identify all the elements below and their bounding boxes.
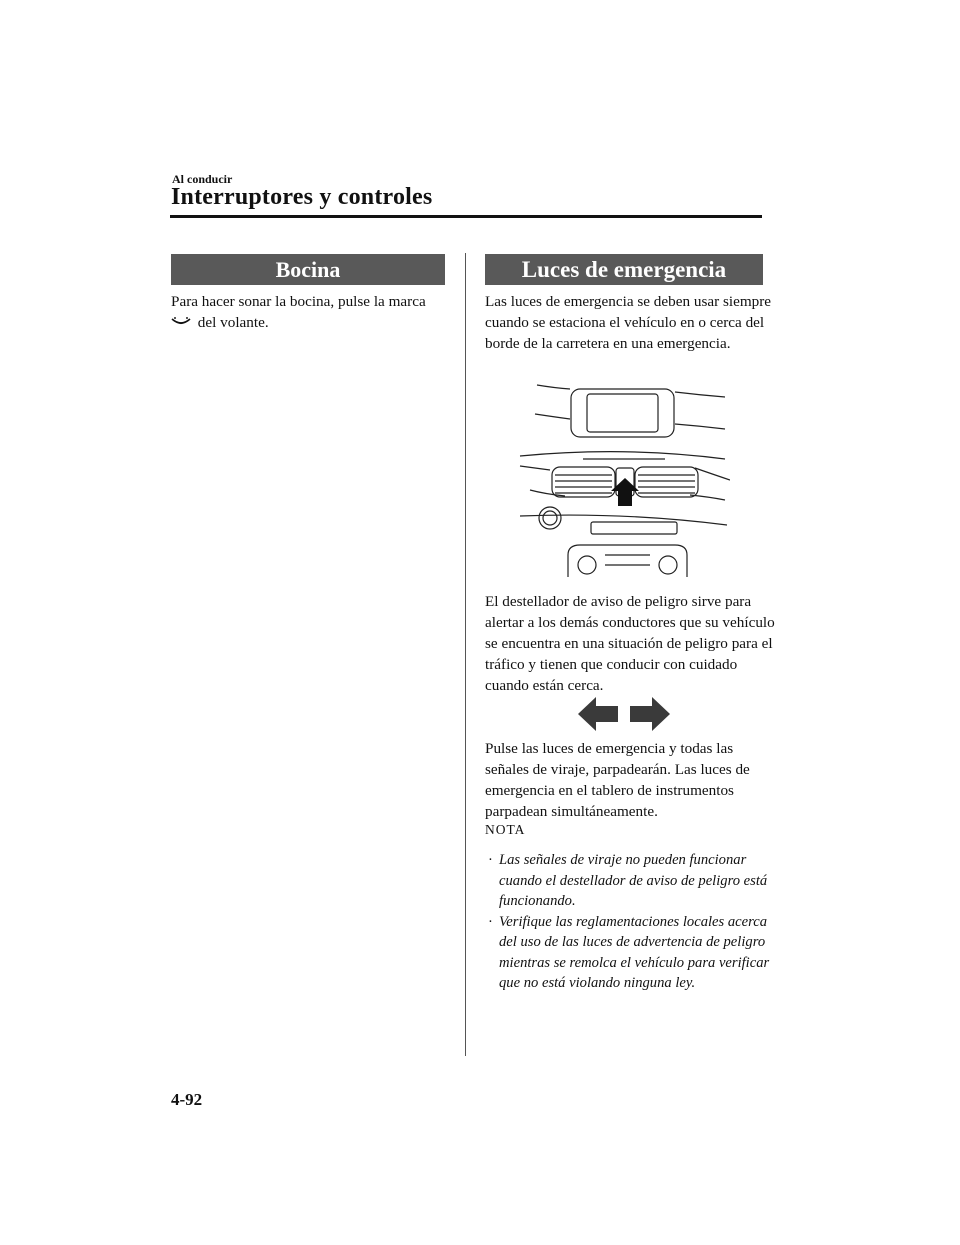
page-number: 4-92 bbox=[171, 1090, 203, 1109]
page-title: Interruptores y controles bbox=[171, 184, 433, 210]
bocina-heading: Bocina bbox=[171, 254, 445, 285]
note-text: Las señales de viraje no pueden funcionar cuando el destellador de aviso de peligro está funcionando. bbox=[499, 852, 768, 909]
turn-signal-left-arrow-icon bbox=[578, 697, 618, 736]
emergency-paragraph-2: El destellador de aviso de peligro sirve para alertar a los demás conductores que su vehículo se encuentra en una situación de peligro para el tráfico y tienen que conducir con cuidado cuando están cerca. bbox=[485, 593, 775, 694]
column-divider bbox=[465, 253, 466, 1056]
nota-label: NOTA bbox=[485, 822, 526, 837]
turn-signal-right-arrow-icon bbox=[630, 697, 670, 736]
bocina-paragraph bbox=[171, 291, 451, 334]
note-item bbox=[488, 850, 778, 912]
notes-list bbox=[488, 850, 778, 994]
title-divider bbox=[170, 215, 762, 218]
hazard-button-illustration bbox=[515, 380, 730, 582]
bullet: · bbox=[488, 913, 493, 930]
bocina-text-line1: Para hacer sonar la bocina, pulse la marca bbox=[171, 293, 426, 310]
section-label: Al conducir bbox=[172, 172, 233, 186]
note-text: Verifique las reglamentaciones locales acerca del uso de las luces de advertencia de peligro mientras se remolca el vehículo para verificar que no está violando ninguna ley. bbox=[499, 913, 770, 991]
bocina-text-line2: del volante. bbox=[194, 314, 269, 331]
bullet: · bbox=[488, 852, 493, 868]
note-item bbox=[488, 912, 778, 994]
emergency-paragraph-1: Las luces de emergencia se deben usar siempre cuando se estaciona el vehículo en o cerca del borde de la carretera en una emergencia. bbox=[485, 293, 772, 352]
emergency-paragraph-3: Pulse las luces de emergencia y todas las señales de viraje, parpadearán. Las luces de emergencia en el tablero de instrumentos parpadean simultáneamente. bbox=[485, 740, 750, 820]
luces-emergencia-heading: Luces de emergencia bbox=[485, 254, 763, 285]
horn-icon bbox=[171, 313, 191, 334]
